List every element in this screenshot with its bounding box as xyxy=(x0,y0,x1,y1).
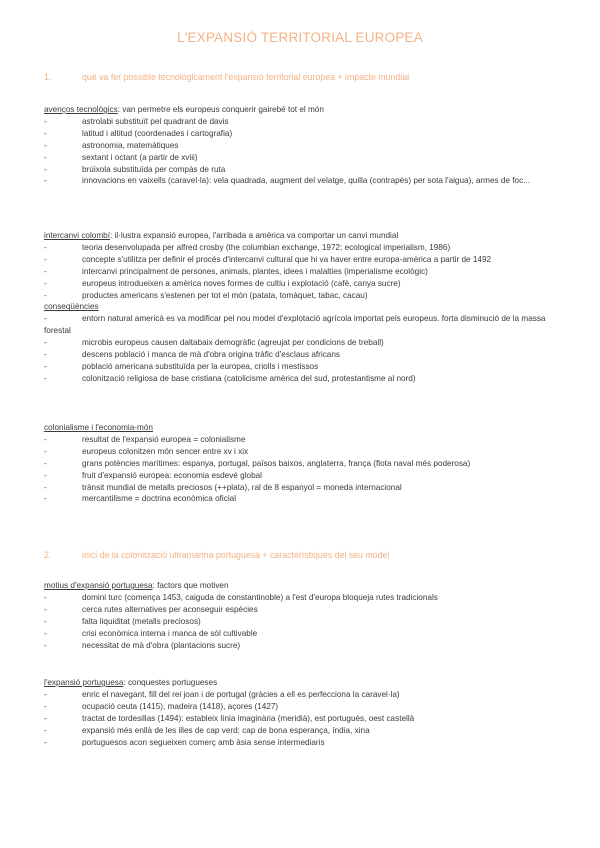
group-label: intercanvi colombí xyxy=(44,231,110,240)
list-item: - resultat de l'expansió europea = colonialisme xyxy=(44,434,246,444)
section-title: inici de la colonització ultramarina portuguesa + característiques del seu model xyxy=(82,550,390,560)
list-item: - entorn natural americà es va modificar pel nou model d'explotació agrícola importat pels europeus. forta disminució de la massa forestal xyxy=(44,314,546,336)
section-heading xyxy=(44,550,564,560)
list-item: - fruit d'expansió europea: economia esdevé global xyxy=(44,470,262,480)
group-intercanvi-colombi xyxy=(44,230,558,385)
list-item: - mercantilisme = doctrina econòmica oficial xyxy=(44,494,237,504)
list-item: - població americana substituïda per la europea, criolls i mestissos xyxy=(44,361,319,371)
list-item: - trànsit mundial de metalls preciosos (++plata), ral de 8 espanyol = moneda internacional xyxy=(44,482,402,492)
list-item: - enric el navegant, fill del rei joan i de portugal (gràcies a ell es perfecciona la caravel·la) xyxy=(44,689,400,699)
group-intro xyxy=(44,580,558,592)
list-item: - latitud i altitud (coordenades i cartografia) xyxy=(44,128,233,138)
group-description: : van permetre els europeus conquerir gairebé tot el món xyxy=(117,105,324,114)
list-item: - innovacions en vaixells (caravel·la): vela quadrada, augment del velatge, quilla (contrapès) per sota l'aigua), armes de foc... xyxy=(44,176,531,186)
section-number: 1. xyxy=(44,72,52,82)
section-title: què va fer possible tecnològicament l'expansió territorial europea + impacte mundial xyxy=(82,72,410,82)
group-label: avenços tecnològics xyxy=(44,105,118,114)
list-item: - tractat de tordesillas (1494): estableix línia imaginària (meridià), est portuguès, oest castellà xyxy=(44,713,415,723)
list-item: - grans potències marítimes: espanya, portugal, països baixos, anglaterra, frança (flota naval més poderosa) xyxy=(44,458,471,468)
list-item: - intercanvi principalment de persones, animals, plantes, idees i malalties (imperialisme ecològic) xyxy=(44,266,428,276)
group-intro xyxy=(44,230,558,242)
group-label: l'expansió portuguesa xyxy=(44,678,124,687)
list-item: - astrolabi substituït pel quadrant de davis xyxy=(44,116,229,126)
list-item: - microbis europeus causen daltabaix demogràfic (agreujat per condicions de treball) xyxy=(44,338,384,348)
list-item: - teoria desenvolupada per alfred crosby (the columbian exchange, 1972; ecological imperialism, 1986) xyxy=(44,242,451,252)
group-description: : conquestes portugueses xyxy=(123,678,218,687)
group-description: : il·lustra expansió europea, l'arribada a amèrica va comportar un canvi mundial xyxy=(109,231,399,240)
group-label: colonialisme i l'economia-món xyxy=(44,423,153,432)
list-item: - concepte s'utilitza per definir el procés d'intercanvi cultural que hi va haver entre europa-amèrica a partir de 1492 xyxy=(44,254,492,264)
list-item: - sextant i octant (a partir de xviii) xyxy=(44,152,198,162)
group-intro xyxy=(44,422,558,434)
group-label: conseqüències xyxy=(44,302,99,312)
list-item: - portuguesos acon segueixen comerç amb àsia sense intermediaris xyxy=(44,737,325,747)
list-item: - colonització religiosa de base cristiana (catolicisme amèrica del sud, protestantisme al nord) xyxy=(44,373,416,383)
section-heading xyxy=(44,72,564,82)
group-expansio-portuguesa xyxy=(44,677,558,748)
list-item: - ocupació ceuta (1415), madeira (1418), açores (1427) xyxy=(44,701,279,711)
group-colonialisme xyxy=(44,422,558,505)
list-item: - expansió més enllà de les illes de cap verd: cap de bona esperança, índia, xina xyxy=(44,725,370,735)
section-number: 2. xyxy=(44,550,52,560)
list-item: - cerca rutes alternatives per aconseguir espècies xyxy=(44,604,258,614)
list-item: - astronomia, matemàtiques xyxy=(44,140,179,150)
group-intro xyxy=(44,104,558,116)
list-item: - descens població i manca de mà d'obra origina tràfic d'esclaus africans xyxy=(44,350,340,360)
list-item: - brúixola substituïda per compàs de ruta xyxy=(44,164,226,174)
group-description: : factors que motiven xyxy=(152,581,229,590)
list-item: - europeus introdueixen a amèrica noves formes de cultiu i explotació (cafè, canya sucre) xyxy=(44,278,401,288)
group-label: motius d'expansió portuguesa xyxy=(44,581,153,590)
list-item: - productes americans s'estenen per tot el món (patata, tomàquet, tabac, cacau) xyxy=(44,290,368,300)
group-motius-expansio xyxy=(44,580,558,651)
list-item: - falta liquiditat (metalls preciosos) xyxy=(44,616,201,626)
list-item: - necessitat de mà d'obra (plantacions sucre) xyxy=(44,640,241,650)
list-item: - europeus colonitzen món sencer entre xv i xix xyxy=(44,446,249,456)
group-avencos-tecnologics xyxy=(44,104,558,187)
group-intro xyxy=(44,301,558,313)
list-item: - crisi econòmica interna i manca de sòl cultivable xyxy=(44,628,258,638)
page-title: L'EXPANSIÓ TERRITORIAL EUROPEA xyxy=(177,30,423,45)
group-intro xyxy=(44,677,558,689)
list-item: - domini turc (comença 1453, caiguda de constantinoble) a l'est d'europa bloqueja rutes tradicionals xyxy=(44,592,438,602)
